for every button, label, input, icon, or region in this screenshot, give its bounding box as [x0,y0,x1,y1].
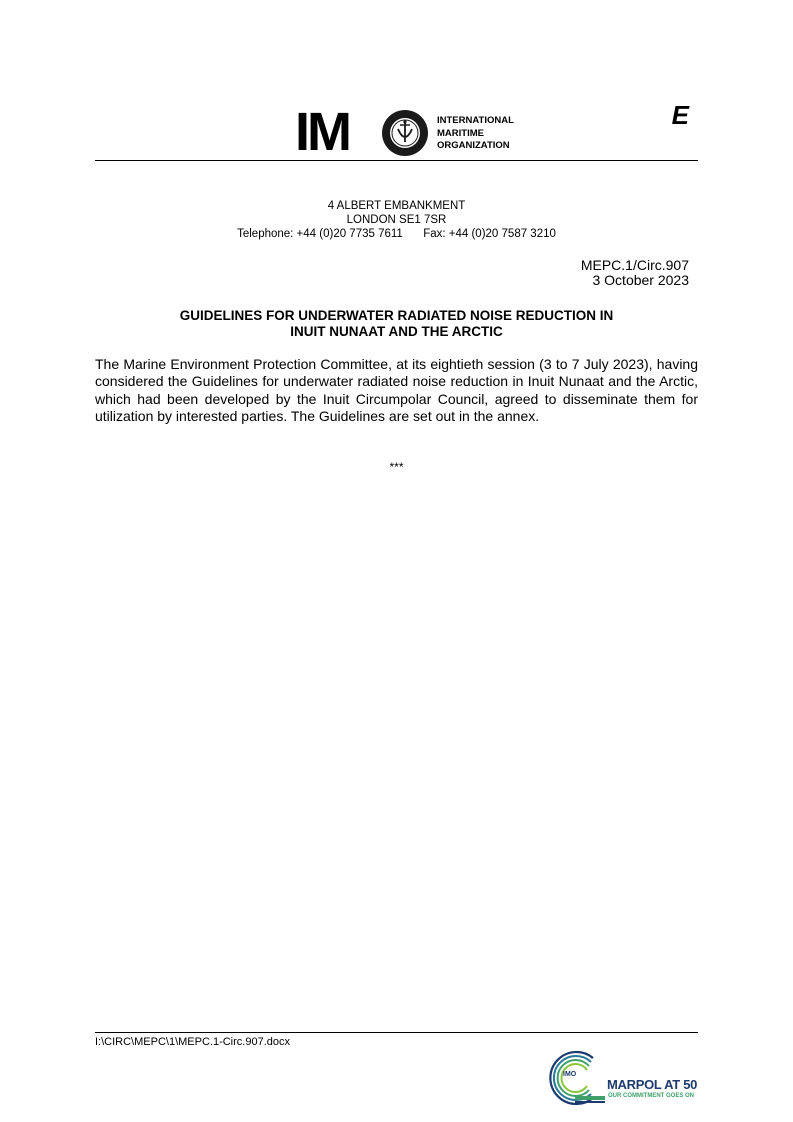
imo-logo [295,102,535,162]
fax: Fax: +44 (0)20 7587 3210 [423,228,556,240]
marpol-rings-icon [545,1048,607,1108]
telephone: Telephone: +44 (0)20 7735 7611 [237,228,403,240]
marpol-badge [545,1048,705,1108]
separator-stars: *** [389,460,404,474]
address-line-2: LONDON SE1 7SR [346,214,447,226]
address-line-1: 4 ALBERT EMBANKMENT [327,200,466,212]
marpol-imo-text: IMO [563,1071,577,1078]
body-paragraph: The Marine Environment Protection Committee, at its eightieth session (3 to 7 July 2023), having considered the Guidelines for underwater radiated noise reduction in Inuit Nunaat and the Arctic, which had been developed by the Inuit Circumpolar Council, agreed to disseminate them for utilization by interested parties. The Guidelines are set out in the annex. [95,356,698,424]
footer-divider [95,1032,698,1033]
header-divider [95,160,698,161]
org-name-line: INTERNATIONAL [437,115,514,126]
language-code: E [671,100,689,130]
doc-date: 3 October 2023 [592,272,689,288]
title-line: GUIDELINES FOR UNDERWATER RADIATED NOISE REDUCTION IN [179,308,614,323]
title-line: INUIT NUNAAT AND THE ARCTIC [290,324,503,339]
doc-symbol: MEPC.1/Circ.907 [580,257,689,273]
marpol-title: MARPOL AT 50 [607,1077,698,1092]
file-path: I:\CIRC\MEPC\1\MEPC.1-Circ.907.docx [95,1036,290,1048]
contact-line [95,227,698,241]
imo-emblem-icon [381,109,429,157]
document-reference [581,258,689,288]
org-name-line: ORGANIZATION [437,140,510,151]
document-title [95,308,698,340]
imo-logo-letters: IM [295,102,349,162]
org-name [437,115,514,153]
marpol-subtitle: OUR COMMITMENT GOES ON [608,1093,694,1099]
org-name-line: MARITIME [437,127,484,139]
